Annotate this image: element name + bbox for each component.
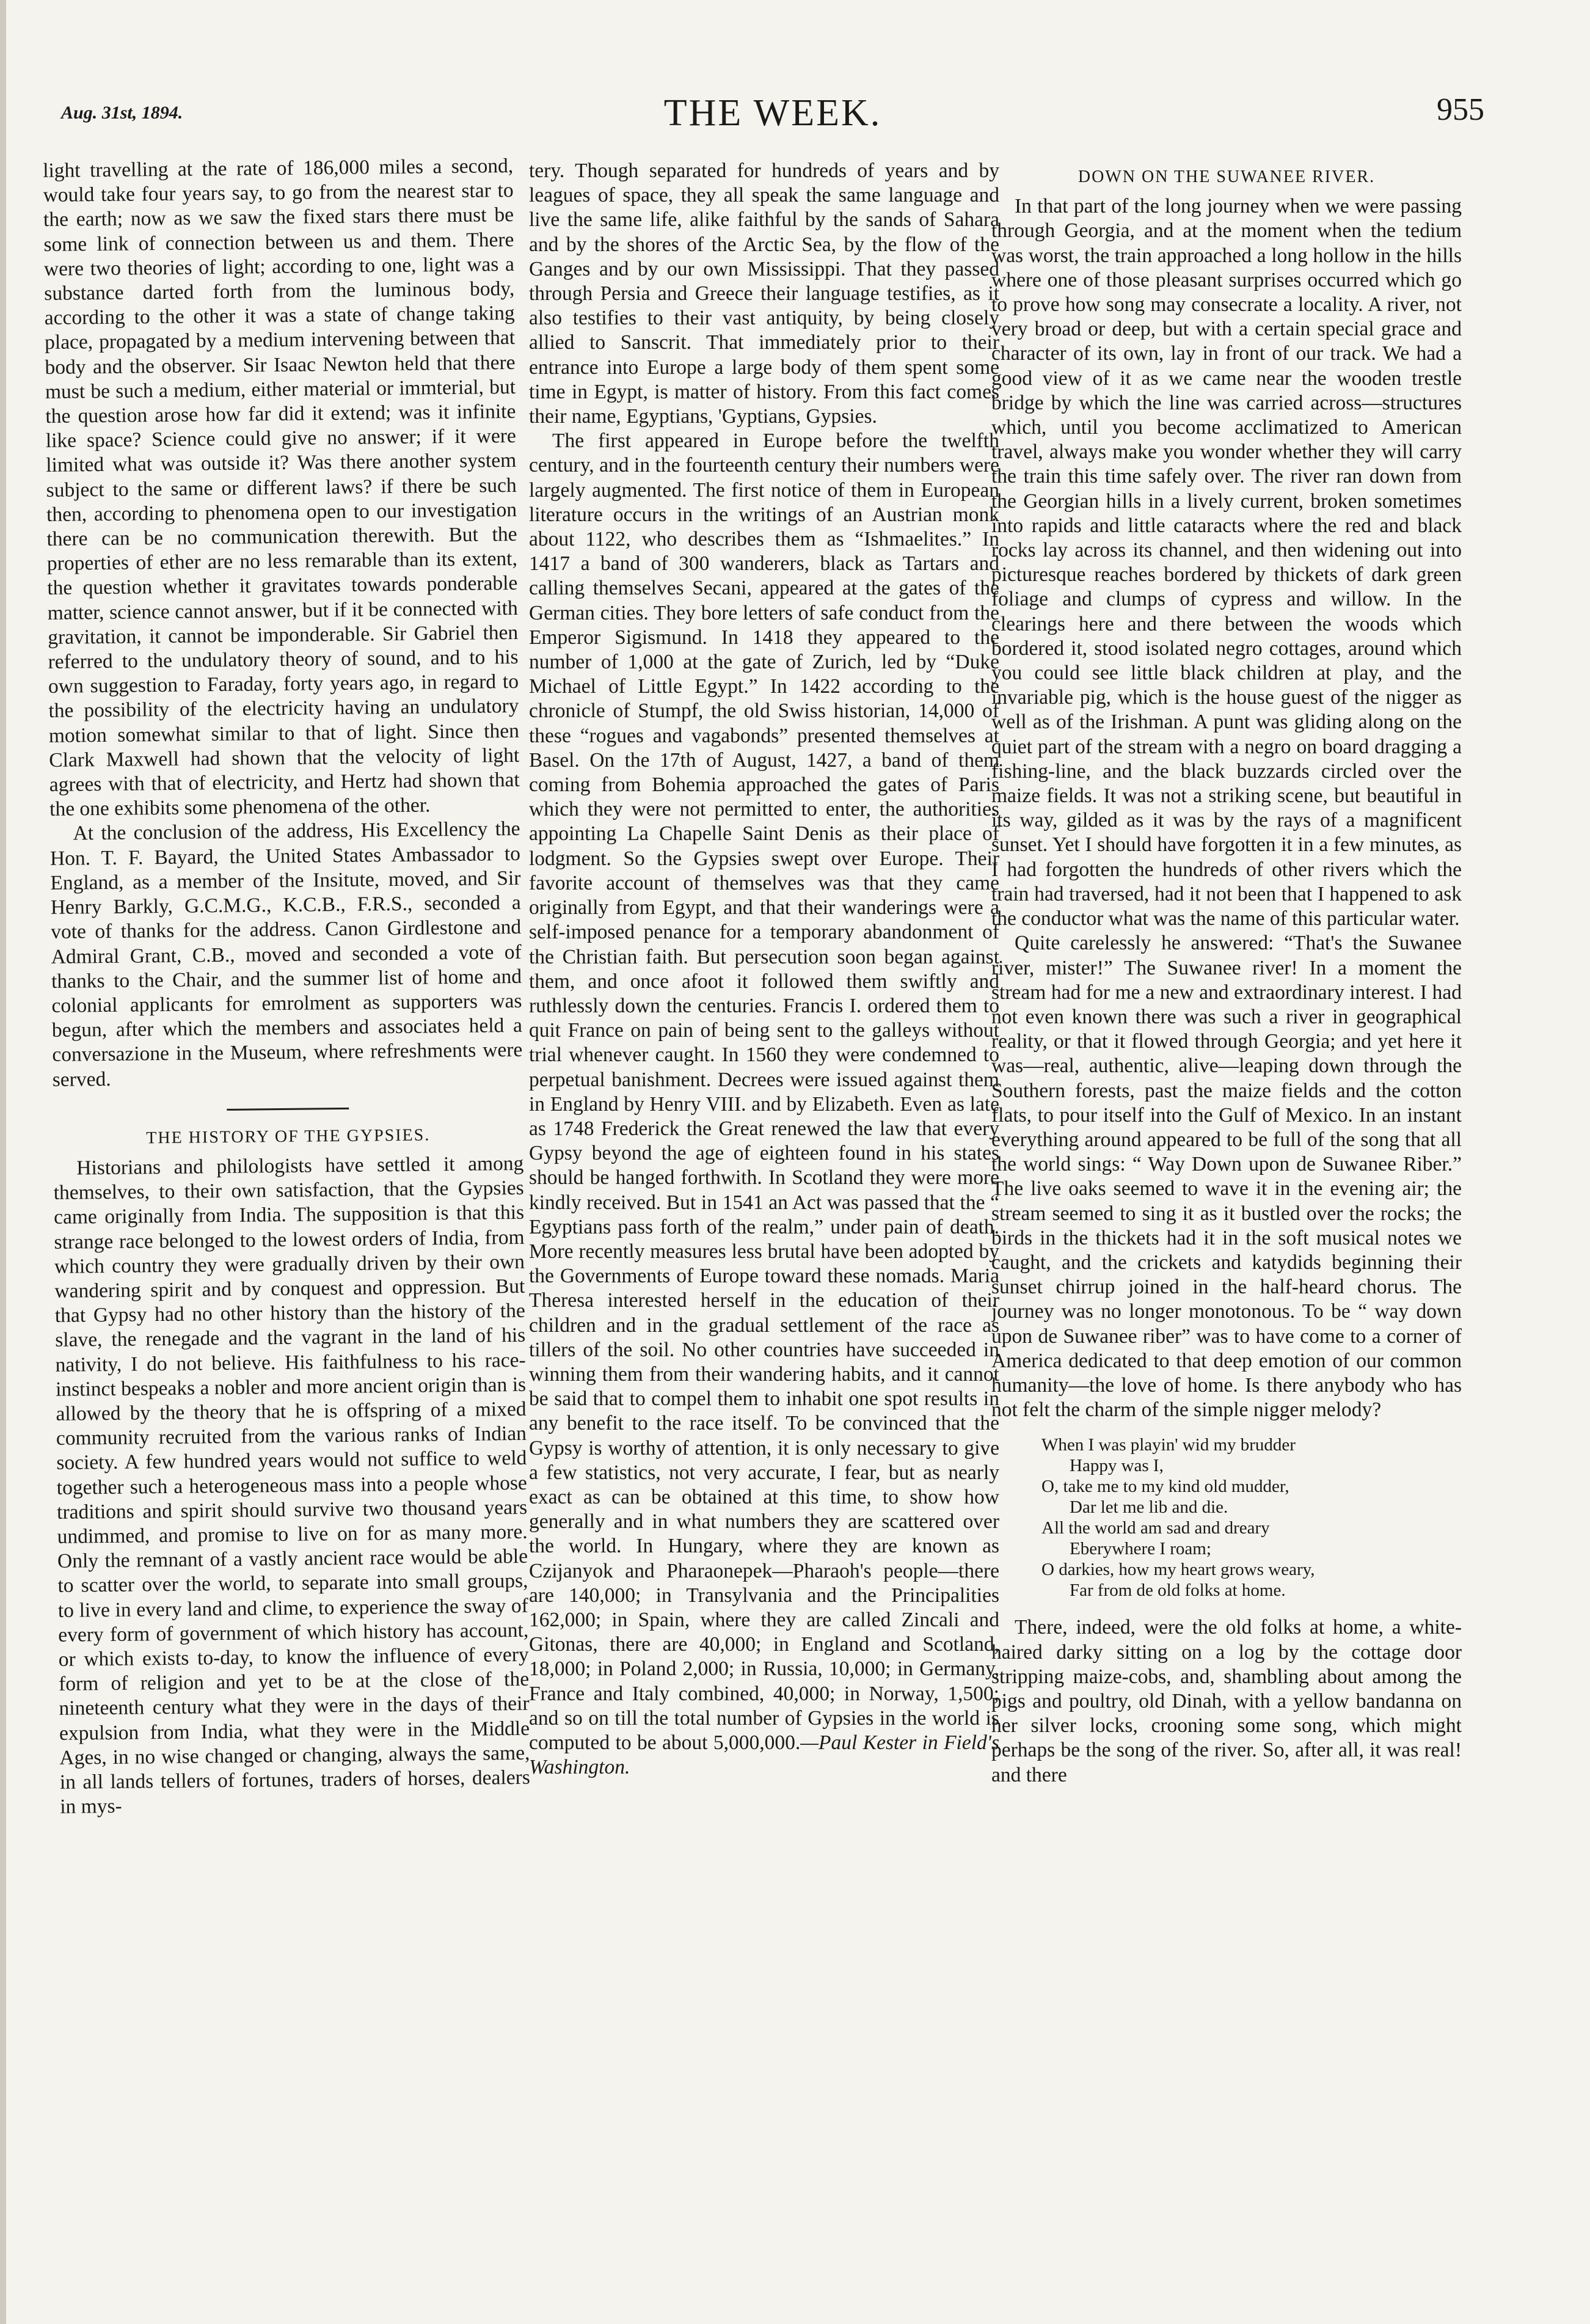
page-header <box>61 92 1484 141</box>
section-divider <box>227 1108 349 1111</box>
address-conclusion-paragraph: At the conclusion of the address, His Excellency the Hon. T. F. Bayard, the United States Ambassador to England, as a member of the Insitute, moved, and Sir Henry Barkly, G.C.M.G., K.C.B., F.R.S., seconded a vote of thanks for the address. Canon Girdlestone and Admiral Grant, C.B., moved and seconded a vote of thanks to the Chair, and the summer list of home and colonial applicants for emrolment as supporters was begun, after which the members and associates held a conversazione in the Museum, where refreshments were served. <box>49 817 523 1091</box>
column-1 <box>43 154 535 2285</box>
issue-date: Aug. 31st, 1894. <box>61 103 183 123</box>
verse-line: Far from de old folks at home. <box>1070 1580 1286 1601</box>
verse-line: Eberywhere I roam; <box>1070 1539 1211 1559</box>
article-heading-suwanee: DOWN ON THE SUWANEE RIVER. <box>1078 167 1376 186</box>
suwanee-paragraph-3: There, indeed, were the old folks at home, a white-haired darky sitting on a log by the cottage door stripping maize-cobs, and, shambling about among the pigs and poultry, old Dinah, with a yellow bandanna on her silver locks, crooning some song, which might perhaps be the song of the river. So, after all, it was real! and there <box>991 1616 1462 1786</box>
suwanee-paragraph-2: Quite carelessly he answered: “That's the Suwanee river, mister!” The Suwanee river! In a moment the stream had for me a new and extraordinary interest. I had not even known there was such a river in geographical reality, or that it flowed through Georgia; and yet here it was—real, authentic, alive—leaping down through the Southern forests, past the maize fields and the cotton flats, to pour itself into the Gulf of Mexico. In an instant everything around appeared to be full of the song that all the world sings: “ Way Down upon de Suwanee Riber.” The live oaks seemed to wave it in the evening air; the stream seemed to sing it as it bustled over the rocks; the birds in the thickets had it in the soft musical notes we caught, and the crickets and katydids beginning their sunset chirrup joined in the half-heard chorus. The journey was no longer monotonous. To be “ way down upon de Suwanee riber” was to have come to a corner of America dedicated to that deep emotion of our common humanity—the love of home. Is there anybody who has not felt the charm of the simple nigger melody? <box>991 932 1462 1422</box>
gypsies-paragraph-continuation: tery. Though separated for hundreds of years and by leagues of space, they all speak the same language and live the same life, alike faithful by the sands of Sahara and by the shores of the Arctic Sea, by the flow of the Ganges and by our own Mississippi. That they passed through Persia and Greece their language testifies, as it also testifies to their vast antiquity, by being closely allied to Sanscrit. That immediately prior to their entrance into Europe a large body of them spent some time in Egypt, is matter of history. From this fact comes their name, Egyptians, 'Gyptians, Gypsies. <box>529 159 999 428</box>
suwanee-paragraph-1: In that part of the long journey when we were passing through Georgia, and at the moment when the tedium was worst, the train approached a long hollow in the hills where one of those pleasant surprises occurred which go to prove how song may consecrate a locality. A river, not very broad or deep, but with a certain special grace and character of its own, lay in front of our track. We had a good view of it as we came near the wooden trestle bridge by which the line was carried across—structures which, until you become acclimatized to American travel, always make you wonder whether they will carry the train this time safely over. The river ran down from the Georgian hills in a lively current, broken sometimes into rapids and little cataracts where the red and black rocks lay across its channel, and then widening out into picturesque reaches bordered by thickets of dark green foliage and clumps of cypress and willow. In the clearings here and there between the woods which bordered it, stood isolated negro cottages, around which you could see little black children at play, and the invariable pig, which is the house guest of the nigger as well as of the Irishman. A punt was gliding along on the quiet part of the stream with a negro on board dragging a fishing-line, and the black buzzards circled over the maize fields. It was not a striking scene, but beautiful in its way, gilded as it was by the rays of a magnificent sunset. Yet I should have forgotten it in a few minutes, as I had forgotten the hundreds of other rivers which the train had traversed, had it not been that I happened to ask the conductor what was the name of this particular water. <box>991 195 1462 930</box>
gypsies-paragraph-1: Historians and philologists have settled it among themselves, to their own satisfaction, that the Gypsies came originally from India. The supposition is that this strange race belonged to the lowest orders of India, from which country they were gradually driven by their own wandering spirit and by conquest and oppression. But that Gypsy had no other history than the history of the slave, the renegade and the vagrant in the land of his nativity, I do not believe. His faithfulness to his race-instinct bespeaks a nobler and more ancient origin than is allowed by the theory that he is offspring of a mixed community recruited from the various ranks of Indian society. A few hundred years would not suffice to weld together such a heterogeneous mass into a people whose traditions and spirit should survive two thousand years undimmed, and promise to live on for as many more. Only the remnant of a vastly ancient race would be able to scatter over the world, to separate into small groups, to live in every land and clime, to experience the sway of every form of government of which history has account, or which exists to-day, to know the influence of every form of religion and yet to be at the close of the nineteenth century what they were in the days of their expulsion from India, what they were in the Middle Ages, in no wise changed or changing, always the same, in all lands tellers of fortunes, traders of horses, dealers in mys- <box>53 1152 530 1819</box>
gypsies-paragraph-2-text: The first appeared in Europe before the twelfth century, and in the fourteenth century their numbers were largely augmented. The first notice of them in European literature occurs in the writings of an Austrian monk about 1122, who describes them as “Ishmaelites.” In 1417 a band of 300 wanderers, black as Tartars and calling themselves Secani, appeared at the gates of the German cities. They bore letters of safe conduct from the Emperor Sigismund. In 1418 they appeared to the number of 1,000 at the gate of Zurich, led by “Duke Michael of Little Egypt.” In 1422 according to the chronicle of Stumpf, the old Swiss historian, 14,000 of these “rogues and vagabonds” presented themselves at Basel. On the 17th of August, 1427, a band of them coming from Bohemia approached the gates of Paris which they were not permitted to enter, the authorities appointing La Chapelle Saint Denis as their place of lodgment. So the Gypsies swept over Europe. Their favorite account of themselves was that they came originally from Egypt, and that their wanderings were a self-imposed penance for a temporary abandonment of the Christian faith. But persecution soon began against them, and once afoot it followed them swiftly and ruthlessly down the centuries. Francis I. ordered them to quit France on pain of being sent to the galleys without trial whenever caught. In 1560 they were condemned to perpetual banishment. Decrees were issued against them in England by Henry VIII. and by Elizabeth. Even as late as 1748 Frederick the Great renewed the law that every Gypsy beyond the age of eighteen found in his states should be hanged forthwith. In Scotland they were more kindly received. But in 1541 an Act was passed that the “ Egyptians pass forth of the realm,” under pain of death. More recently measures less brutal have been adopted by the Governments of Europe toward these nomads. Maria Theresa interested herself in the education of their children and in the gradual settlement of the race as tillers of the soil. No other countries have succeeded in winning them from their wandering habits, and it cannot be said that to compel them to inhabit one spot results in any benefit to the race itself. To be convinced that the Gypsy is worthy of attention, it is only necessary to give a few statistics, not very accurate, I fear, but as nearly exact as can be obtained at this time, to show how generally and in what numbers they are scattered over the world. In Hungary, where they are known as Czijanyok and Pharaonepek—Pharaoh's people—there are 140,000; in Transylvania and the Principalities 162,000; in Spain, where they are called Zincali and Gitonas, there are 40,000; in England and Scotland, 18,000; in Poland 2,000; in Russia, 10,000; in Germany, France and Italy combined, 40,000; in Norway, 1,500; and so on till the total number of Gypsies in the world is computed to be about 5,000,000. <box>529 429 999 1754</box>
page-number: 955 <box>1437 92 1484 127</box>
page-binding-edge <box>0 0 6 2324</box>
column-2 <box>529 159 999 2273</box>
gypsies-paragraph-2 <box>529 429 999 1780</box>
article-heading-gypsies: THE HISTORY OF THE GYPSIES. <box>146 1125 431 1148</box>
verse-line: O darkies, how my heart grows weary, <box>1041 1560 1315 1580</box>
verse-line: O, take me to my kind old mudder, <box>1041 1477 1289 1497</box>
verse-line: When I was playin' wid my brudder <box>1041 1435 1296 1455</box>
gypsies-citation: —Paul Kester in Field's Washington. <box>529 1731 999 1779</box>
verse-line: Happy was I, <box>1070 1456 1164 1476</box>
address-continuation-paragraph: light travelling at the rate of 186,000 miles a second, would take four years say, to go from the nearest star to the earth; now as we saw the fixed stars there must be some link of connection between us and them. There were two theories of light; according to one, light was a substance darted forth from the luminous body, according to the other it was a state of change taking place, propagated by a medium intervening between that body and the observer. Sir Isaac Newton held that there must be such a medium, either material or immterial, but the question arose how far did it extend; was it infinite like space? Science could give no answer; if it were limited what was outside it? Was there another system subject to the same or different laws? if there be such then, according to phenomena open to our investigation there can be no communication therewith. But the properties of ether are no less remarable than its extent, the question whether it gravitates towards ponderable matter, science cannot answer, but if it be connected with gravitation, it cannot be imponderable. Sir Gabriel then referred to the undulatory theory of sound, and to his own suggestion to Faraday, forty years ago, in regard to the possibility of the electricity having an undulatory motion somewhat similar to that of light. Since then Clark Maxwell had shown that the velocity of light agrees with that of electricity, and Hertz had shown that the one exhibits some phenomena of the other. <box>43 154 520 821</box>
column-3 <box>991 159 1462 2309</box>
song-verse <box>1041 1434 1462 1601</box>
verse-line: All the world am sad and dreary <box>1041 1518 1270 1538</box>
publication-title: THE WEEK. <box>663 92 882 134</box>
verse-line: Dar let me lib and die. <box>1070 1497 1228 1518</box>
